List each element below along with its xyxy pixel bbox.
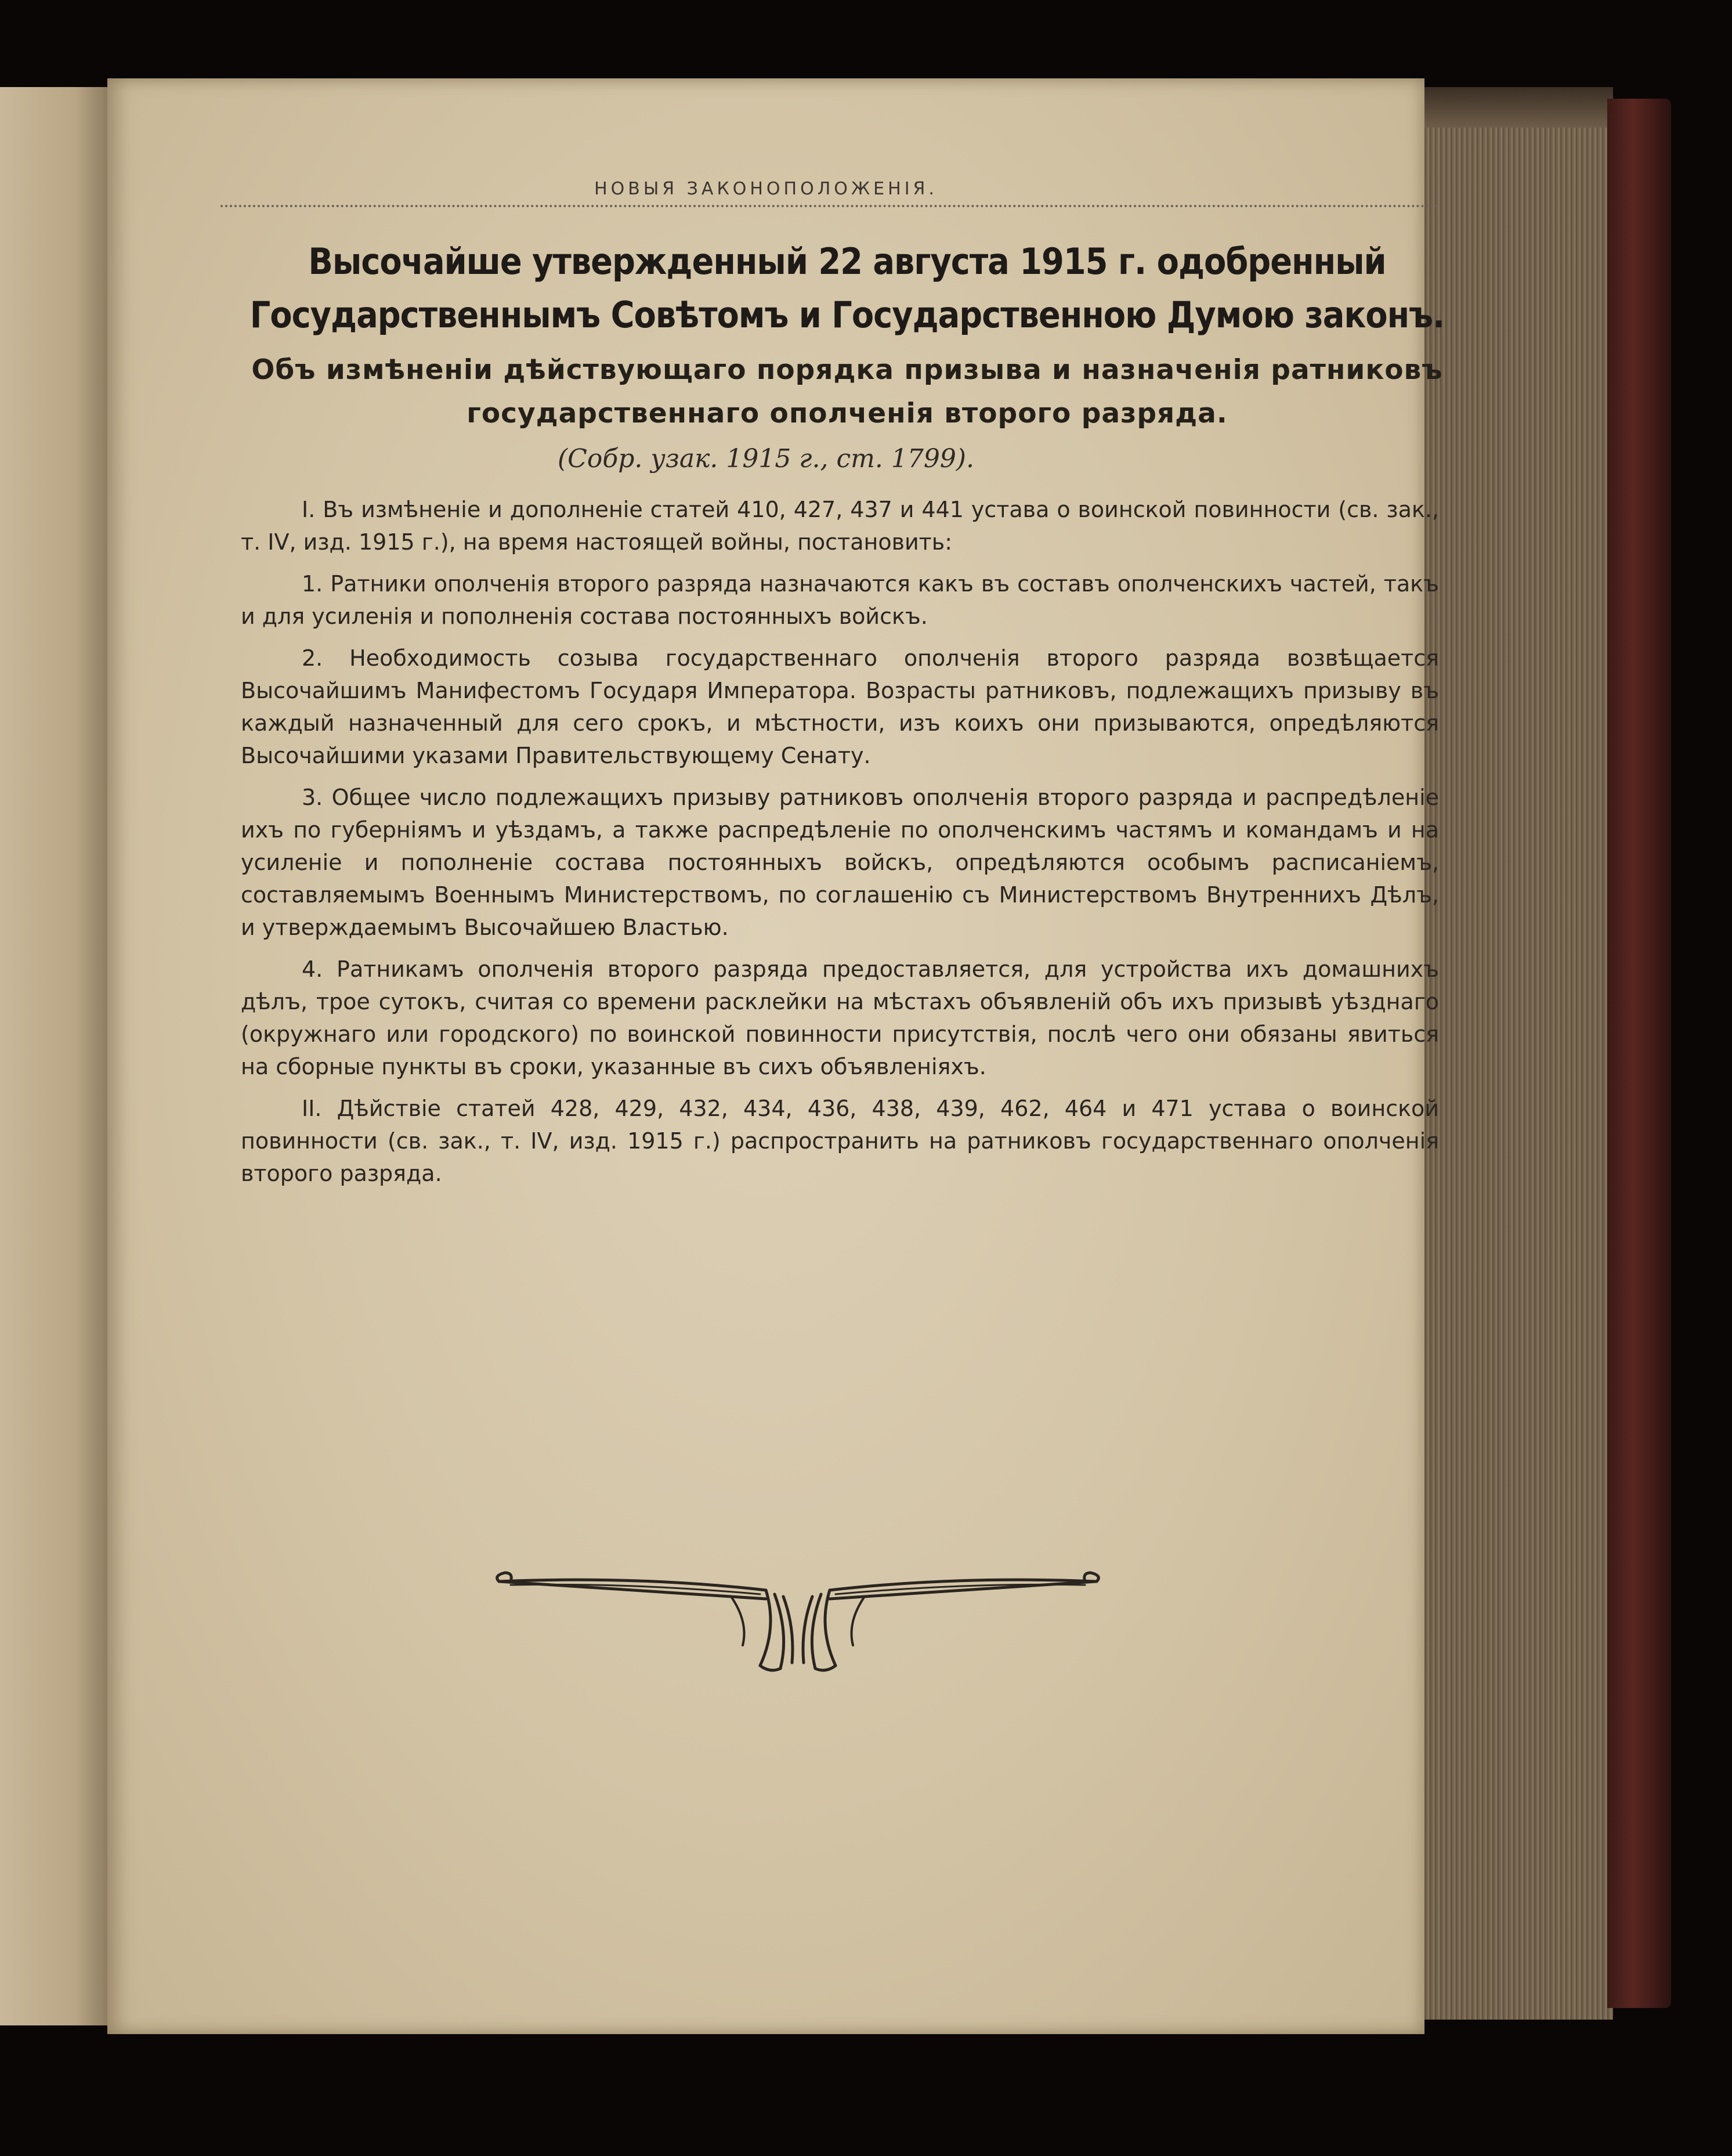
- paragraph-item-1: 1. Ратники ополченія второго разряда назначаются какъ въ составъ ополченскихъ частей, такъ и для усиленія и пополненія состава постоянныхъ войскъ.: [241, 571, 1439, 629]
- header-rule: [220, 205, 1439, 207]
- document-page: [107, 78, 1445, 2034]
- law-body: [241, 493, 1439, 1199]
- running-head: НОВЫЯ ЗАКОНОПОЛОЖЕНІЯ.: [594, 179, 938, 199]
- left-page-edge: [0, 87, 107, 2025]
- page-edges-shadow: [1422, 87, 1613, 128]
- law-title: Высочайше утвержденный 22 августа 1915 г. одобренный Государственнымъ Совѣтомъ и Государственною Думою законъ.: [250, 240, 1445, 336]
- source-citation: (Собр. узак. 1915 г., ст. 1799).: [558, 444, 974, 474]
- paragraph-item-3: 3. Общее число подлежащихъ призыву ратниковъ ополченія второго разряда и распредѣленіе ихъ по губерніямъ и уѣздамъ, а также распредѣленіе по ополченскимъ частямъ и командамъ и на усиленіе и пополненіе состава постоянныхъ войскъ, опредѣляются особымъ расписаніемъ, составляемымъ Военнымъ Министерствомъ, по соглашенію съ Министерствомъ Внутреннихъ Дѣлъ, и утверждаемымъ Высочайшею Властью.: [241, 785, 1439, 940]
- tailpiece-ornament: [487, 1558, 1108, 1674]
- paragraph-section-2: II. Дѣйствіе статей 428, 429, 432, 434, 436, 438, 439, 462, 464 и 471 устава о воинской повинности (св. зак., т. IV, изд. 1915 г.) распространить на ратниковъ государственнаго ополченія второго разряда.: [241, 1096, 1439, 1186]
- law-subtitle: Объ измѣненіи дѣйствующаго порядка призыва и назначенія ратниковъ государственнаго ополченія второго разряда.: [251, 354, 1443, 429]
- paragraph-item-4: 4. Ратникамъ ополченія второго разряда предоставляется, для устройства ихъ домашнихъ дѣлъ, трое сутокъ, считая со времени расклейки на мѣстахъ объявленій объ ихъ призывѣ уѣзднаго (окружнаго или городского) по воинской повинности присутствія, послѣ чего они обязаны явиться на сборные пункты въ сроки, указанные въ сихъ объявленіяхъ.: [241, 956, 1439, 1079]
- paragraph-item-2: 2. Необходимость созыва государственнаго ополченія второго разряда возвѣщается Высочайшимъ Манифестомъ Государя Императора. Возрасты ратниковъ, подлежащихъ призыву въ каждый назначенный для сего срокъ, и мѣстности, изъ коихъ они призываются, опредѣляются Высочайшими указами Правительствующему Сенату.: [241, 645, 1439, 768]
- paragraph-intro: I. Въ измѣненіе и дополненіе статей 410, 427, 437 и 441 устава о воинской повинности (св. зак., т. IV, изд. 1915 г.), на время настоящей войны, постановить:: [241, 497, 1439, 555]
- book-cover: [1607, 99, 1671, 2008]
- stacked-page-edges: [1422, 87, 1613, 2020]
